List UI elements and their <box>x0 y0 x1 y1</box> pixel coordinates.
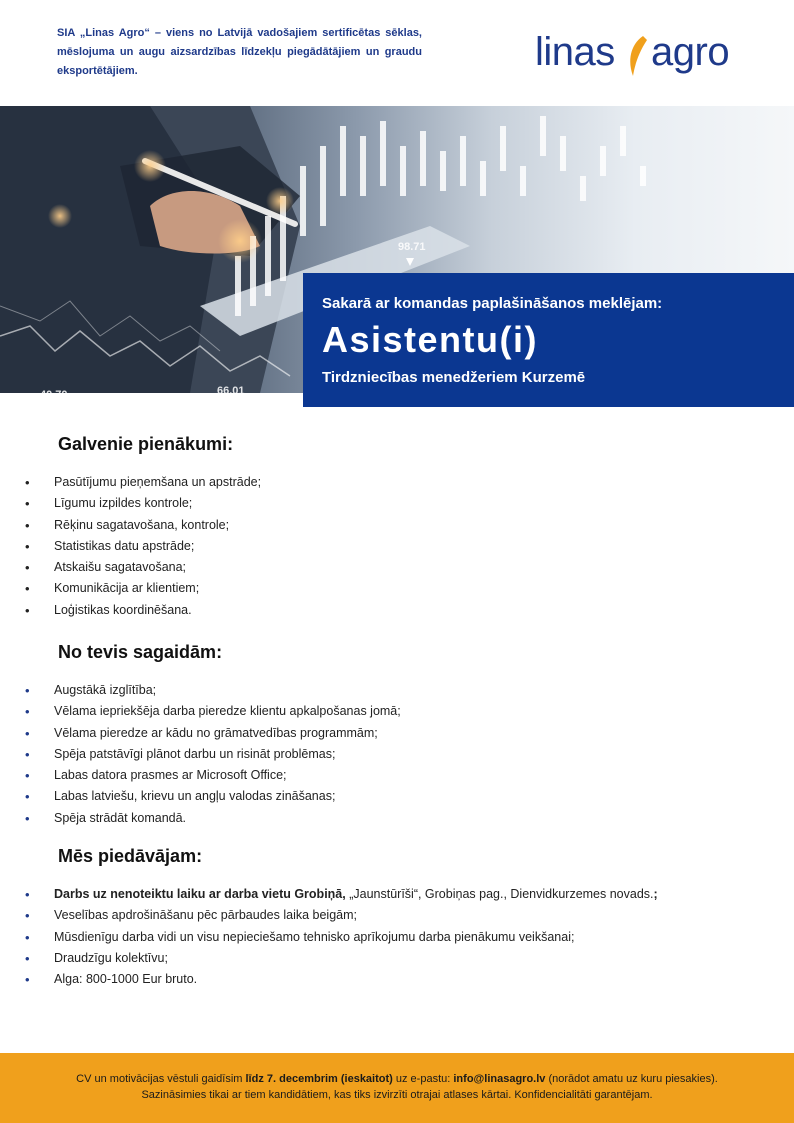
list-item: • Alga: 800-1000 Eur bruto. <box>0 969 794 990</box>
list-item: • Pasūtījumu pieņemšana un apstrāde; <box>0 472 794 493</box>
requirements-heading: No tevis sagaidām: <box>58 642 223 662</box>
chart-value-label: 40.70 <box>40 389 68 401</box>
work-location-bold: Darbs uz nenoteiktu laiku ar darba vietu Grobiņā, <box>54 887 346 901</box>
list-item: • Augstākā izglītība; <box>0 680 794 701</box>
list-item: • Veselības apdrošināšanu pēc pārbaudes laika beigām; <box>0 905 794 926</box>
logo-text-linas: linas <box>535 30 615 74</box>
footer-line-1 <box>0 1073 794 1085</box>
list-item: • Komunikācija ar klientiem; <box>0 578 794 599</box>
logo-text-agro: agro <box>651 30 730 74</box>
application-footer <box>0 1053 794 1123</box>
list-item: • Labas datora prasmes ar Microsoft Office; <box>0 765 794 786</box>
list-item: • Spēja patstāvīgi plānot darbu un risināt problēmas; <box>0 744 794 765</box>
list-item: • Vēlama pieredze ar kādu no grāmatvedības programmām; <box>0 723 794 744</box>
work-location-end: ; <box>653 887 658 901</box>
responsibilities-heading: Galvenie pienākumi: <box>58 434 234 454</box>
list-item: • Rēķinu sagatavošana, kontrole; <box>0 515 794 536</box>
footer-text: uz e-pastu: <box>392 1073 454 1085</box>
linas-agro-logo <box>535 30 750 82</box>
contact-email-link[interactable]: info@linasagro.lv <box>453 1073 546 1085</box>
logo-leaf-icon <box>625 34 651 78</box>
list-item: • Līgumu izpildes kontrole; <box>0 493 794 514</box>
work-location-address: „Jaunstūrīši“, Grobiņas pag., Dienvidkurzemes novads. <box>345 887 654 901</box>
footer-text: CV un motivācijas vēstuli gaidīsim <box>76 1073 246 1085</box>
list-item: • Mūsdienīgu darba vidi un visu nepieciešamo tehnisko aprīkojumu darba pienākumu veikšanai; <box>0 927 794 948</box>
job-subtitle: Sakarā ar komandas paplašināšanos meklējam: <box>322 295 663 312</box>
list-item: • Vēlama iepriekšēja darba pieredze klientu apkalpošanas jomā; <box>0 701 794 722</box>
list-item: • Labas latviešu, krievu un angļu valodas zināšanas; <box>0 786 794 807</box>
offer-list <box>0 884 794 990</box>
responsibilities-list <box>0 472 794 621</box>
application-deadline: līdz 7. decembrim (ieskaitot) <box>245 1073 393 1085</box>
company-intro: SIA „Linas Agro“ – viens no Latvijā vadošajiem sertificētas sēklas, mēslojuma un augu aizsardzības līdzekļu piegādātājiem un graudu eksportētājiem. <box>57 27 422 77</box>
list-item: • Atskaišu sagatavošana; <box>0 557 794 578</box>
job-title-box <box>303 273 794 407</box>
chart-value-label: 66.01 <box>217 385 245 397</box>
footer-text: (norādot amatu uz kuru piesakies). <box>545 1073 718 1085</box>
list-item <box>0 884 794 905</box>
job-tagline: Tirdzniecības menedžeriem Kurzemē <box>322 369 586 386</box>
offer-heading: Mēs piedāvājam: <box>58 846 203 866</box>
requirements-list <box>0 680 794 829</box>
list-item: • Loģistikas koordinēšana. <box>0 600 794 621</box>
job-title: Asistentu(i) <box>322 319 538 360</box>
footer-line-2: Sazināsimies tikai ar tiem kandidātiem, kas tiks izvirzīti otrajai atlases kārtai. Konfidencialitāti garantējam. <box>141 1089 653 1101</box>
list-item: • Statistikas datu apstrāde; <box>0 536 794 557</box>
chart-value-label: 98.71 <box>398 241 426 253</box>
list-item: • Draudzīgu kolektīvu; <box>0 948 794 969</box>
list-item: • Spēja strādāt komandā. <box>0 808 794 829</box>
